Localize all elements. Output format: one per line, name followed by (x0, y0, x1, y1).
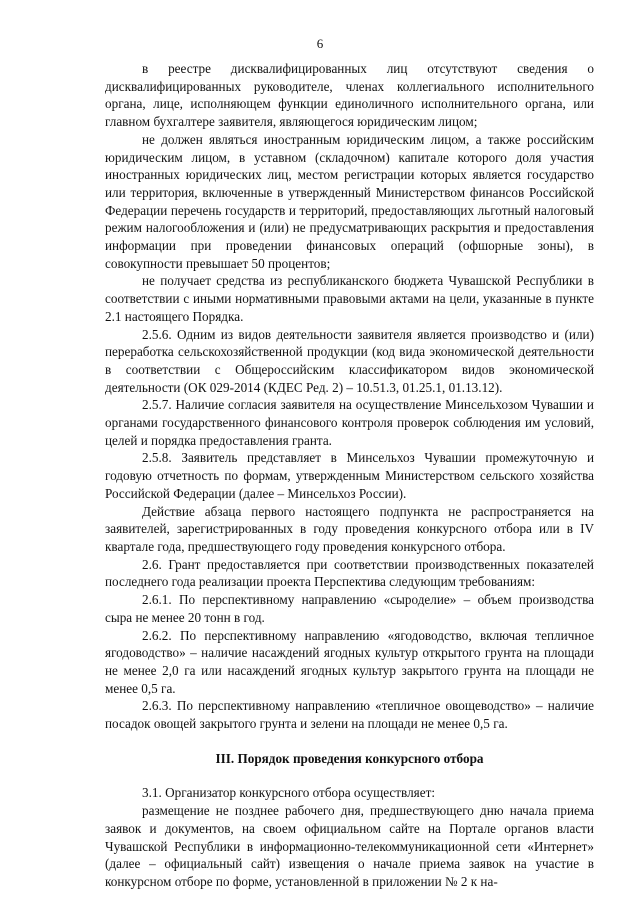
document-body (105, 60, 594, 891)
paragraph-foreign-entity: не должен являться иностранным юридическим лицом, а также российским юридическим лицом, в уставном (складочном) капитале которого доля участия иностранных юридических лиц, местом регистрации которых является государство или территория, включенные в утвержденный Министерством финансов Российской Федерации перечень государств и территорий, предоставляющих льготный налоговый режим налогообложения и (или) не предусматривающих раскрытия и предоставления информации при проведении финансовых операций (офшорные зоны), в совокупности превышает 50 процентов; (105, 131, 594, 271)
paragraph-3-1: 3.1. Организатор конкурсного отбора осуществляет: (142, 785, 435, 801)
page-number: 6 (316, 36, 324, 51)
paragraph-disqualified-registry: в реестре дисквалифицированных лиц отсутствуют сведения о дисквалифицированных руководителе, членах коллегиального исполнительного органа, лице, исполняющем функции единоличного исполнительного органа, или главном бухгалтере заявителя, являющегося юридическим лицом; (105, 61, 594, 130)
paragraph-budget-funds: не получает средства из республиканского бюджета Чувашской Республики в соответствии с иными нормативными правовыми актами на цели, указанные в пункте 2.1 настоящего Порядка. (105, 273, 594, 324)
section-heading: III. Порядок проведения конкурсного отбора (215, 750, 484, 766)
paragraph-2-5-8: 2.5.8. Заявитель представляет в Минсельхоз Чувашии промежуточную и годовую отчетность по формам, утвержденным Министерством сельского хозяйства Российской Федерации (далее – Минсельхоз России). (105, 450, 594, 501)
paragraph-2-6-2: 2.6.2. По перспективному направлению «ягодоводство, включая тепличное ягодоводство» – наличие насаждений ягодных культур открытого грунта на площади не менее 2,0 га или насаждений ягодных культур закрытого грунта на площади не менее 0,5 га. (105, 627, 594, 696)
paragraph-2-6-1: 2.6.1. По перспективному направлению «сыроделие» – объем производства сыра не менее 20 тонн в год. (105, 592, 594, 625)
paragraph-2-6-3: 2.6.3. По перспективному направлению «тепличное овощеводство» – наличие посадок овощей закрытого грунта и зелени на площади не менее 0,5 га. (105, 698, 594, 732)
paragraph-exception: Действие абзаца первого настоящего подпункта не распространяется на заявителей, зарегистрированных в году проведения конкурсного отбора или в IV квартале года, предшествующего году проведения конкурсного отбора. (105, 503, 594, 554)
paragraph-publication: размещение не позднее рабочего дня, предшествующего дню начала приема заявок и документов, на своем официальном сайте на Портале органов власти Чувашской Республики в информационно-телекоммуникационной сети «Интернет» (далее – официальный сайт) извещения о начале приема заявок на участие в конкурсном отборе по форме, установленной в приложении № 2 к на- (105, 803, 594, 889)
paragraph-2-5-6: 2.5.6. Одним из видов деятельности заявителя является производство и (или) переработка сельскохозяйственной продукции (код вида экономической деятельности в соответствии с Общероссийским классификатором видов экономической деятельности (ОК 029-2014 (КДЕС Ред. 2) – 10.51.3, 01.25.1, 01.13.12). (105, 326, 594, 395)
paragraph-2-6: 2.6. Грант предоставляется при соответствии производственных показателей последнего года реализации проекта Перспектива следующим требованиям: (105, 556, 594, 590)
paragraph-2-5-7: 2.5.7. Наличие согласия заявителя на осуществление Минсельхозом Чувашии и органами государственного финансового контроля проверок соблюдения им условий, целей и порядка предоставления гранта. (105, 397, 594, 448)
